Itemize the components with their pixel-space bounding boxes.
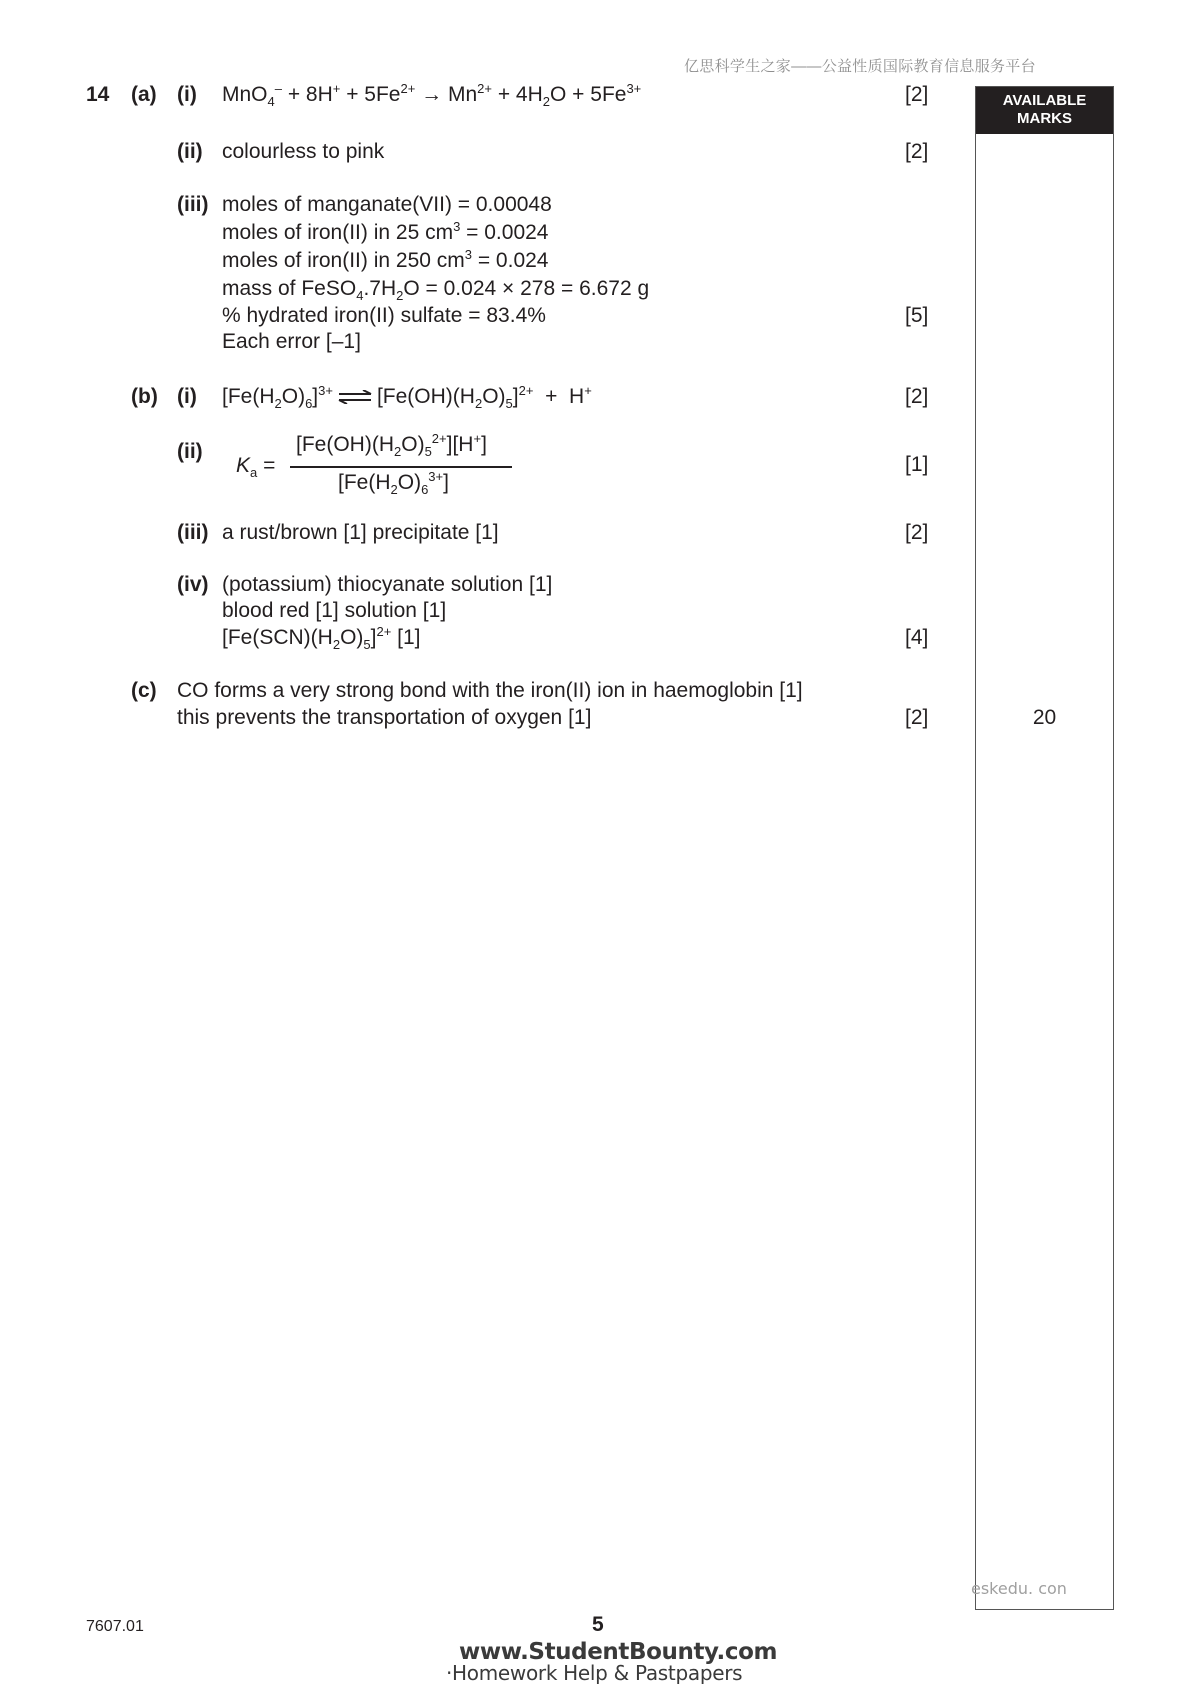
question-number: 14 — [86, 83, 110, 106]
marks-b-i: [2] — [905, 385, 929, 408]
part-a-label: (a) — [131, 83, 157, 106]
available-marks-column — [975, 86, 1114, 1610]
answer-b-iv-line1: (potassium) thiocyanate solution [1] — [222, 573, 553, 596]
watermark-footer: eskedu. con — [971, 1579, 1067, 1598]
studentbounty-url[interactable]: www.StudentBounty.com — [459, 1639, 778, 1665]
part-b-iii-label: (iii) — [177, 521, 209, 544]
marks-c: [2] — [905, 706, 929, 729]
available-marks-header — [976, 87, 1113, 134]
marks-a-ii: [2] — [905, 140, 929, 163]
equilibrium-arrow-icon — [337, 390, 373, 404]
part-b-ii-label: (ii) — [177, 440, 203, 463]
answer-a-iii-line1: moles of manganate(VII) = 0.00048 — [222, 193, 552, 216]
paper-code: 7607.01 — [86, 1618, 144, 1635]
marks-b-iii: [2] — [905, 521, 929, 544]
marks-a-i: [2] — [905, 83, 929, 106]
ka-denominator: $[Fe(H_2O)_6^{3+}]$ — [338, 469, 449, 497]
marks-b-ii: [1] — [905, 453, 929, 476]
available-marks-header-line2: MARKS — [1017, 110, 1072, 127]
ka-symbol: $K_a$ = — [236, 454, 276, 480]
answer-b-iv-line2: blood red [1] solution [1] — [222, 599, 447, 622]
answer-a-iii-line5: % hydrated iron(II) sulfate = 83.4% — [222, 304, 546, 327]
total-marks: 20 — [1032, 706, 1057, 729]
answer-b-iv-line3: $[Fe(SCN)(H_2O)_5]^{2+}$ [1] — [222, 624, 421, 652]
page-number: 5 — [592, 1613, 604, 1636]
marks-b-iv: [4] — [905, 626, 929, 649]
marks-a-iii: [5] — [905, 304, 929, 327]
studentbounty-tagline: ·Homework Help & Pastpapers — [446, 1661, 743, 1684]
part-a-iii-label: (iii) — [177, 193, 209, 216]
fraction-bar — [290, 466, 512, 468]
ka-numerator: $[Fe(OH)(H_2O)_5^{2+}][H^+]$ — [296, 431, 487, 459]
part-b-label: (b) — [131, 385, 158, 408]
part-b-i-label: (i) — [177, 385, 197, 408]
equilibrium-b-i: $[Fe(H_2O)_6]^{3+}$ $[Fe(OH)(H_2O)_5]^{2+} + H^+$ — [222, 383, 592, 411]
answer-a-ii: colourless to pink — [222, 140, 385, 163]
available-marks-header-line1: AVAILABLE — [1002, 92, 1087, 109]
part-a-ii-label: (ii) — [177, 140, 203, 163]
answer-a-iii-line6: Each error [–1] — [222, 330, 361, 353]
answer-a-iii-line4: mass of $FeSO_4.7H_2O = 0.024 \times 278 = 6.672$ g — [222, 277, 650, 303]
part-b-iv-label: (iv) — [177, 573, 209, 596]
part-a-i-label: (i) — [177, 83, 197, 106]
part-c-label: (c) — [131, 679, 157, 702]
answer-c-line1: CO forms a very strong bond with the iron(II) ion in haemoglobin [1] — [177, 679, 803, 702]
answer-b-iii: a rust/brown [1] precipitate [1] — [222, 521, 499, 544]
answer-a-iii-line2: moles of iron(II) in 25 $cm^3 = 0.0024$ — [222, 219, 549, 244]
answer-a-iii-line3: moles of iron(II) in 250 $cm^3 = 0.024$ — [222, 247, 549, 272]
equation-a-i: $MnO_4^- + 8H^+ + 5Fe^{2+} \to Mn^{2+} + 4H_2O + 5Fe^{3+}$ — [222, 81, 642, 109]
answer-c-line2: this prevents the transportation of oxygen [1] — [177, 706, 592, 729]
watermark-header: 亿思科学生之家——公益性质国际教育信息服务平台 — [684, 58, 1036, 75]
